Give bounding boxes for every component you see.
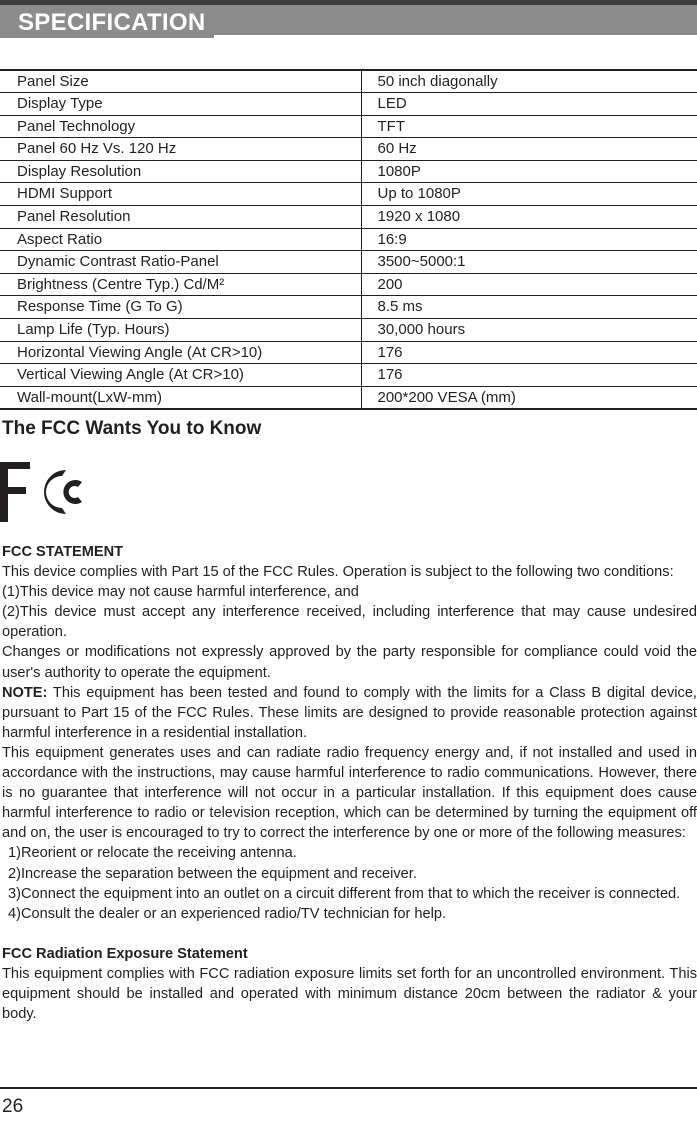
spec-value: 1920 x 1080 — [361, 206, 697, 229]
spec-value: 200*200 VESA (mm) — [361, 386, 697, 409]
spec-label: Panel Size — [0, 70, 361, 93]
note-paragraph — [2, 683, 697, 743]
spec-value: TFT — [361, 115, 697, 138]
table-row — [0, 364, 697, 387]
table-row — [0, 115, 697, 138]
fcc-logo-icon — [0, 462, 82, 522]
spec-label: Dynamic Contrast Ratio-Panel — [0, 251, 361, 274]
spec-value: 1080P — [361, 160, 697, 183]
spec-value: 30,000 hours — [361, 319, 697, 342]
table-row — [0, 296, 697, 319]
spec-label: Panel 60 Hz Vs. 120 Hz — [0, 138, 361, 161]
changes-paragraph: Changes or modifications not expressly approved by the party responsible for compliance could void the user's authority to operate the equipment. — [2, 644, 697, 681]
spec-label: Display Resolution — [0, 160, 361, 183]
spec-value: 16:9 — [361, 228, 697, 251]
spec-value: 176 — [361, 364, 697, 387]
spec-label: Wall-mount(LxW-mm) — [0, 386, 361, 409]
spec-label: Panel Resolution — [0, 206, 361, 229]
spec-label: Response Time (G To G) — [0, 296, 361, 319]
condition-2: (2)This device must accept any interference received, including interference that may cause undesired operation. — [2, 604, 697, 641]
spec-value: 3500~5000:1 — [361, 251, 697, 274]
spec-value: 200 — [361, 273, 697, 296]
fcc-statement-body — [2, 542, 697, 1024]
measure-item: 1)Reorient or relocate the receiving antenna. — [8, 845, 297, 862]
spec-label: Panel Technology — [0, 115, 361, 138]
table-row — [0, 386, 697, 409]
measure-item: 3)Connect the equipment into an outlet on a circuit different from that to which the receiver is connected. — [8, 885, 681, 902]
spec-label: Brightness (Centre Typ.) Cd/M² — [0, 273, 361, 296]
table-row — [0, 206, 697, 229]
table-row — [0, 251, 697, 274]
spec-value: 176 — [361, 341, 697, 364]
measure-item: 4)Consult the dealer or an experienced radio/TV technician for help. — [8, 905, 447, 922]
condition-1: (1)This device may not cause harmful interference, and — [2, 584, 359, 601]
spec-label: Lamp Life (Typ. Hours) — [0, 319, 361, 342]
spec-value: 60 Hz — [361, 138, 697, 161]
table-row — [0, 160, 697, 183]
paragraph-spacer — [2, 924, 697, 944]
page-number: 26 — [2, 1096, 24, 1117]
spec-value: 8.5 ms — [361, 296, 697, 319]
spec-value: Up to 1080P — [361, 183, 697, 206]
statement-intro: This device complies with Part 15 of the FCC Rules. Operation is subject to the following two conditions: — [2, 564, 674, 581]
radiation-heading: FCC Radiation Exposure Statement — [2, 945, 248, 962]
table-row — [0, 183, 697, 206]
table-row — [0, 70, 697, 93]
spec-label: Vertical Viewing Angle (At CR>10) — [0, 364, 361, 387]
table-row — [0, 138, 697, 161]
note-text: This equipment has been tested and found to comply with the limits for a Class B digital device, pursuant to Part 15 of the FCC Rules. These limits are designed to provide reasonable protection against harmful interference in a residential installation. — [2, 684, 697, 741]
spec-label: HDMI Support — [0, 183, 361, 206]
table-row — [0, 319, 697, 342]
spec-label: Aspect Ratio — [0, 228, 361, 251]
specification-table — [0, 69, 697, 410]
note-label: NOTE: — [2, 684, 48, 701]
radiation-paragraph: This equipment complies with FCC radiation exposure limits set forth for an uncontrolled environment. This equipment should be installed and operated with minimum distance 20cm between the radiator & your body. — [2, 965, 697, 1023]
footer-rule — [0, 1087, 697, 1089]
section-header — [0, 0, 697, 38]
section-title: SPECIFICATION — [18, 9, 206, 36]
table-row — [0, 93, 697, 116]
measure-item: 2)Increase the separation between the equipment and receiver. — [8, 865, 417, 882]
fcc-statement-heading: FCC STATEMENT — [2, 544, 124, 560]
spec-value: LED — [361, 93, 697, 116]
table-row — [0, 341, 697, 364]
generates-paragraph: This equipment generates uses and can radiate radio frequency energy and, if not installed and used in accordance with the instructions, may cause harmful interference to radio communications. However, there is no guarantee that interference will not occur in a particular installation. If this equipment does cause harmful interference to radio or television reception, which can be determined by turning the equipment off and on, the user is encouraged to try to correct the interference by one or more of the following measures: — [2, 744, 697, 842]
spec-value: 50 inch diagonally — [361, 70, 697, 93]
table-row — [0, 273, 697, 296]
spec-label: Display Type — [0, 93, 361, 116]
fcc-section-title: The FCC Wants You to Know — [2, 418, 262, 439]
table-row — [0, 228, 697, 251]
spec-label: Horizontal Viewing Angle (At CR>10) — [0, 341, 361, 364]
